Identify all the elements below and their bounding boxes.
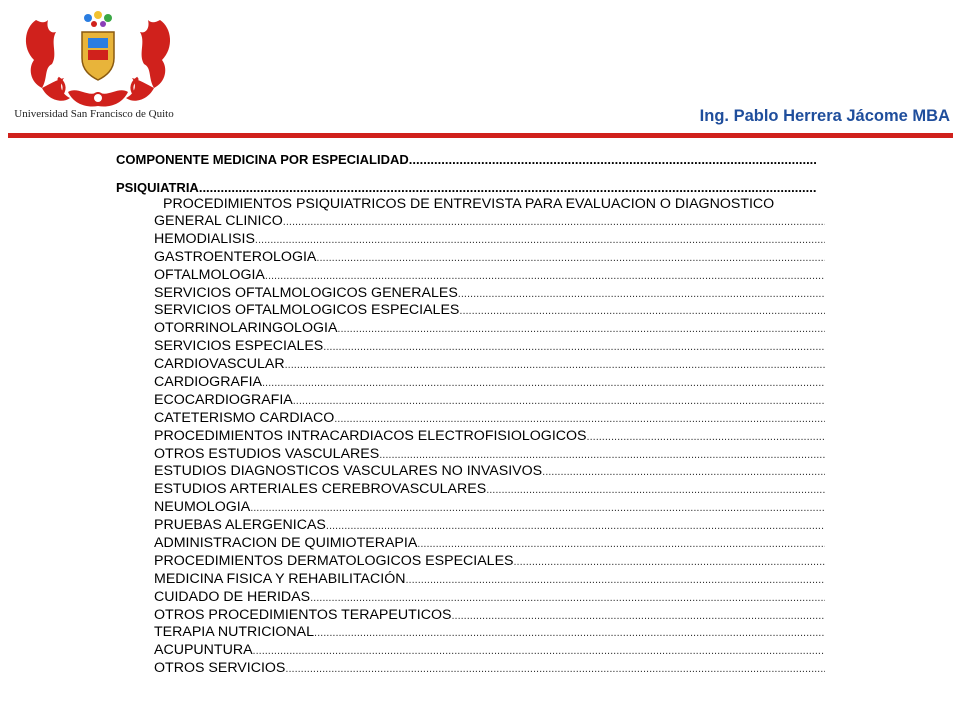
list-item [154, 446, 825, 464]
list-item-label: SERVICIOS OFTALMOLOGICOS ESPECIALES [154, 302, 460, 319]
dot-leader [323, 341, 825, 353]
dot-leader [255, 234, 825, 246]
dot-leader [316, 252, 825, 264]
dot-leader [265, 270, 825, 282]
list-item-label: SERVICIOS ESPECIALES [154, 338, 324, 355]
list-item [154, 338, 825, 356]
list-item [154, 499, 825, 517]
dot-leader [451, 610, 825, 622]
university-name: Universidad San Francisco de Quito [14, 108, 174, 120]
dot-leader [310, 592, 825, 604]
list-item-label: SERVICIOS OFTALMOLOGICOS GENERALES [154, 284, 458, 301]
list-item [154, 249, 825, 267]
list-item [154, 374, 825, 392]
dot-leader [253, 645, 825, 657]
dot-leader [334, 413, 825, 425]
list-item-label: OTROS ESTUDIOS VASCULARES [154, 445, 380, 462]
dot-leader [587, 431, 825, 443]
header-divider [8, 133, 953, 138]
dot-leader [486, 484, 825, 496]
dot-leader [337, 323, 825, 335]
list-item [154, 320, 825, 338]
list-item [154, 535, 825, 553]
list-item [154, 302, 825, 320]
list-item [154, 553, 825, 571]
list-item-label: CARDIOVASCULAR [154, 356, 285, 373]
list-item-label: ECOCARDIOGRAFIA [154, 391, 293, 408]
list-item [154, 607, 825, 625]
list-item [154, 571, 825, 589]
list-item-label: GENERAL CLINICO [154, 213, 283, 229]
list-item-label: OTROS PROCEDIMIENTOS TERAPEUTICOS [154, 606, 452, 623]
list-item [154, 356, 825, 374]
dot-leader [199, 180, 816, 195]
dot-leader [314, 627, 825, 639]
dot-leader [379, 449, 825, 461]
dot-leader [285, 663, 825, 675]
list-item-label: MEDICINA FISICA Y REHABILITACIÓN [154, 570, 406, 587]
dot-leader [406, 574, 826, 586]
list-item-label: HEMODIALISIS [154, 230, 255, 247]
list-item-label: ESTUDIOS DIAGNOSTICOS VASCULARES NO INVASIVOS [154, 463, 543, 480]
dot-leader [514, 556, 826, 568]
list-item [154, 428, 825, 446]
list-item-label: OFTALMOLOGIA [154, 266, 265, 283]
list-item [154, 410, 825, 428]
list-item [154, 517, 825, 535]
left-dragon-icon [26, 20, 56, 88]
section-title: COMPONENTE MEDICINA POR ESPECIALIDAD [116, 152, 409, 167]
list-item-label: PRUEBAS ALERGENICAS [154, 517, 326, 534]
section-title-row [116, 152, 816, 167]
list-item [154, 463, 825, 481]
list-item [154, 481, 825, 499]
specialty-title: PSIQUIATRIA [116, 180, 199, 195]
list-item-label: CATETERISMO CARDIACO [154, 409, 335, 426]
list-item-label: NEUMOLOGIA [154, 499, 251, 516]
list-item-label: TERAPIA NUTRICIONAL [154, 624, 315, 641]
dot-leader [283, 216, 825, 228]
list-item [154, 624, 825, 642]
dot-leader [417, 538, 825, 550]
list-item [154, 589, 825, 607]
dot-leader [262, 377, 825, 389]
list-item-label: OTORRINOLARINGOLOGIA [154, 320, 338, 337]
list-item-label: CARDIOGRAFIA [154, 374, 262, 391]
right-dragon-icon [140, 20, 170, 88]
list-item [154, 642, 825, 660]
list-item-label: PROCEDIMIENTOS DERMATOLOGICOS ESPECIALES [154, 552, 514, 569]
author-name: Ing. Pablo Herrera Jácome MBA [699, 107, 950, 125]
subheading: PROCEDIMIENTOS PSIQUIATRICOS DE ENTREVISTA PARA EVALUACION O DIAGNOSTICO [163, 196, 775, 212]
list-item [154, 285, 825, 303]
list-item-label: GASTROENTEROLOGIA [154, 248, 317, 265]
dot-leader [285, 359, 825, 371]
list-item-label: CUIDADO DE HERIDAS [154, 588, 311, 605]
dot-leader [326, 520, 825, 532]
dot-leader [459, 305, 825, 317]
list-item [154, 392, 825, 410]
specialty-list [154, 213, 825, 678]
list-item [154, 267, 825, 285]
list-item-label: ACUPUNTURA [154, 642, 253, 659]
dot-leader [250, 502, 825, 514]
list-item-label: OTROS SERVICIOS [154, 660, 286, 677]
dot-leader [293, 395, 825, 407]
list-item-label: ESTUDIOS ARTERIALES CEREBROVASCULARES [154, 481, 487, 498]
dot-leader [542, 466, 825, 478]
list-item [154, 660, 825, 678]
list-item-label: ADMINISTRACION DE QUIMIOTERAPIA [154, 535, 418, 552]
specialty-title-row [116, 180, 816, 195]
list-item [154, 213, 825, 231]
dot-leader [458, 288, 825, 300]
list-item-label: PROCEDIMIENTOS INTRACARDIACOS ELECTROFISIOLOGICOS [154, 427, 587, 444]
dot-leader [409, 152, 816, 167]
list-item [154, 231, 825, 249]
